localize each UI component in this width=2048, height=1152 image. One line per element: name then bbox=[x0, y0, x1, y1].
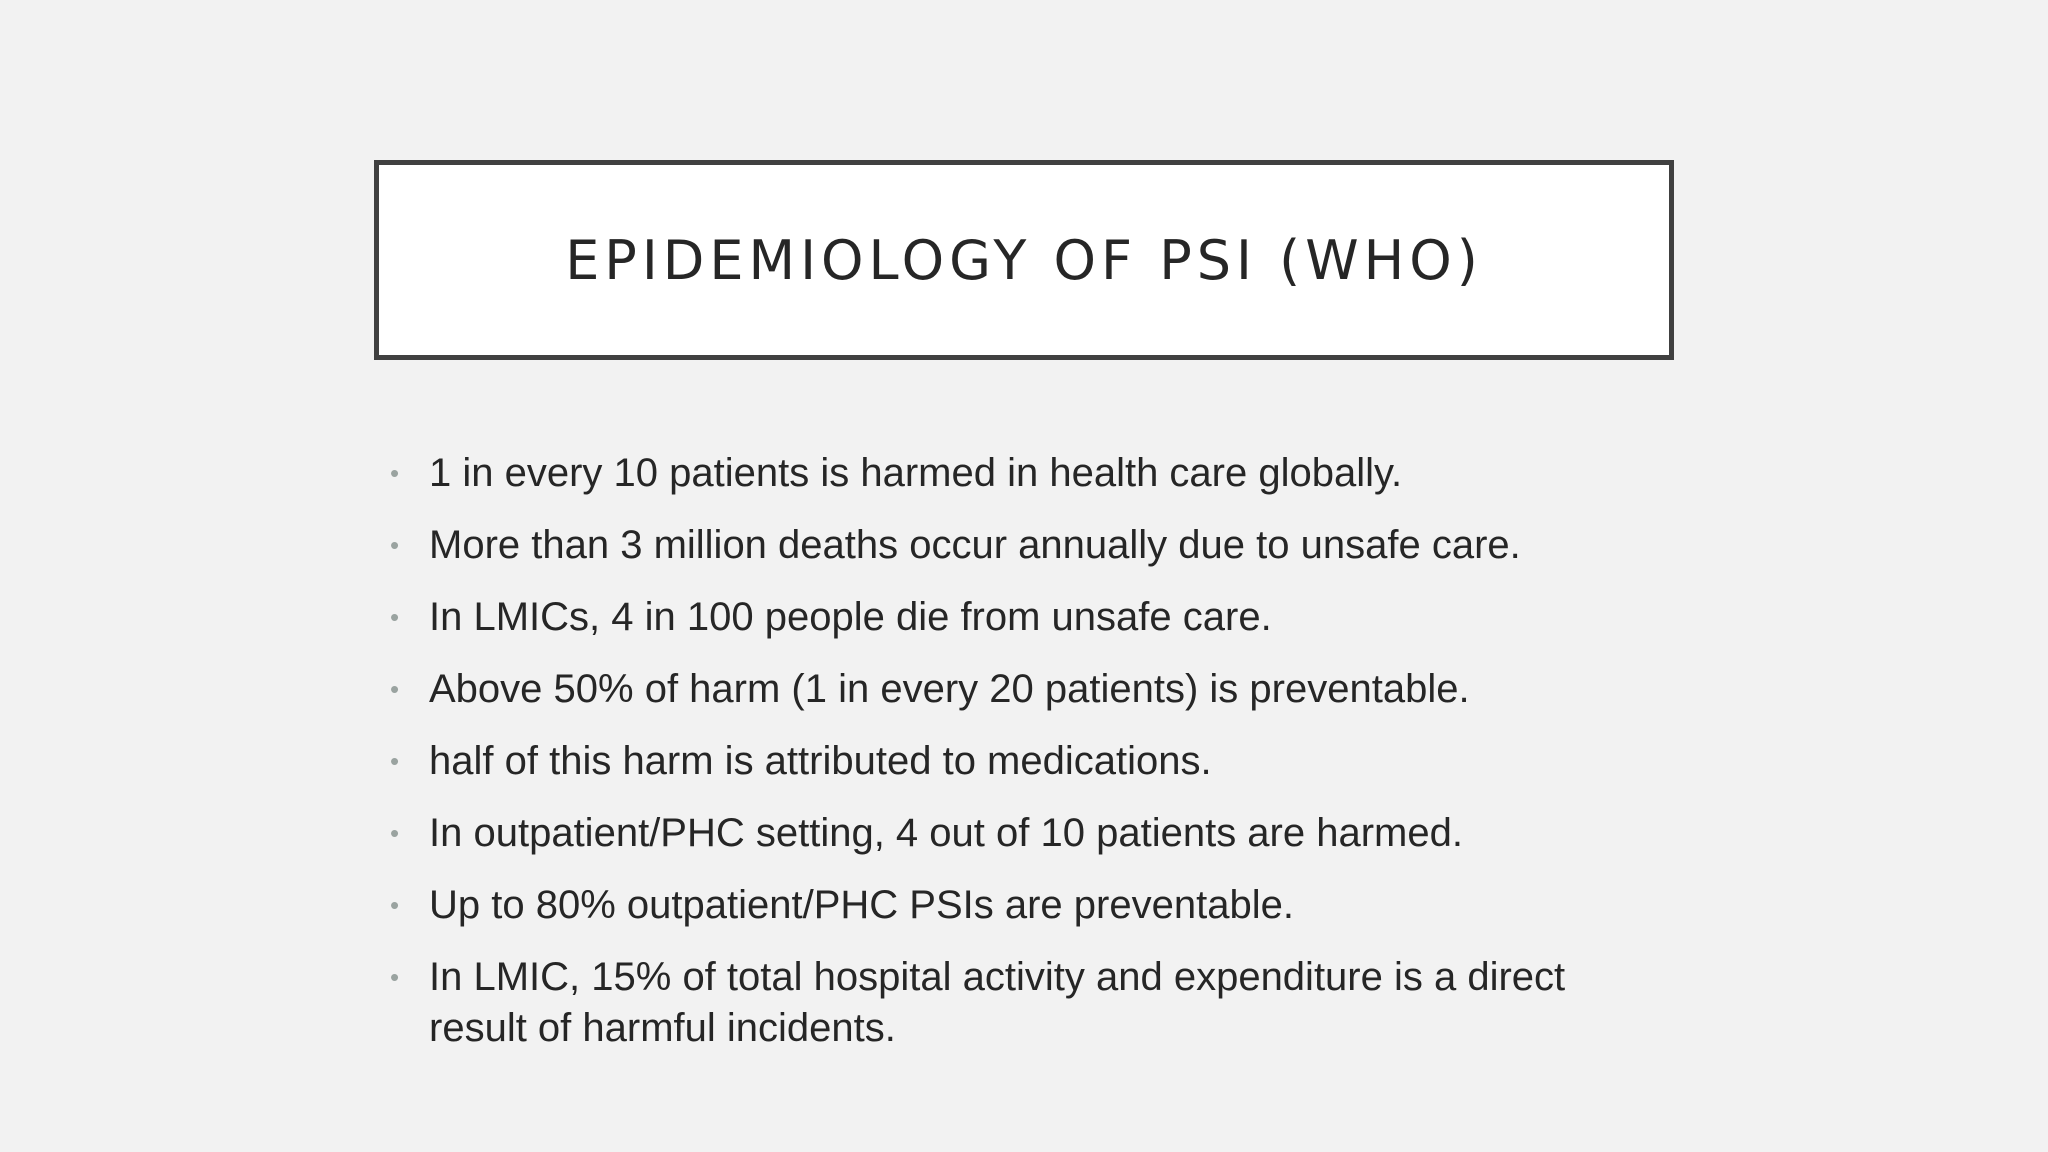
bullet-text: In LMIC, 15% of total hospital activity and expenditure is a direct result of harmful incidents. bbox=[429, 955, 1566, 1050]
bullet-dot-icon: • bbox=[390, 530, 400, 560]
title-box bbox=[374, 160, 1674, 360]
bullet-text: In outpatient/PHC setting, 4 out of 10 patients are harmed. bbox=[429, 811, 1463, 855]
bullet-dot-icon: • bbox=[390, 746, 400, 776]
bullet-text: More than 3 million deaths occur annually due to unsafe care. bbox=[429, 523, 1521, 567]
bullet-item bbox=[390, 448, 1690, 499]
bullet-item bbox=[390, 664, 1690, 715]
bullet-text: 1 in every 10 patients is harmed in health care globally. bbox=[429, 451, 1403, 495]
bullet-text: In LMICs, 4 in 100 people die from unsafe care. bbox=[429, 595, 1272, 639]
bullet-dot-icon: • bbox=[390, 818, 400, 848]
bullet-list bbox=[390, 448, 1690, 1075]
bullet-item bbox=[390, 880, 1690, 931]
bullet-item bbox=[390, 736, 1690, 787]
bullet-item bbox=[390, 808, 1690, 859]
bullet-item bbox=[390, 592, 1690, 643]
bullet-item bbox=[390, 520, 1690, 571]
bullet-dot-icon: • bbox=[390, 674, 400, 704]
bullet-text: half of this harm is attributed to medications. bbox=[429, 739, 1212, 783]
bullet-text: Up to 80% outpatient/PHC PSIs are preventable. bbox=[429, 883, 1294, 927]
bullet-dot-icon: • bbox=[390, 890, 400, 920]
bullet-dot-icon: • bbox=[390, 602, 400, 632]
bullet-dot-icon: • bbox=[390, 458, 400, 488]
bullet-text: Above 50% of harm (1 in every 20 patients) is preventable. bbox=[429, 667, 1470, 711]
bullet-item bbox=[390, 952, 1690, 1054]
bullet-dot-icon: • bbox=[390, 962, 400, 992]
slide-title: EPIDEMIOLOGY OF PSI (WHO) bbox=[565, 228, 1483, 292]
